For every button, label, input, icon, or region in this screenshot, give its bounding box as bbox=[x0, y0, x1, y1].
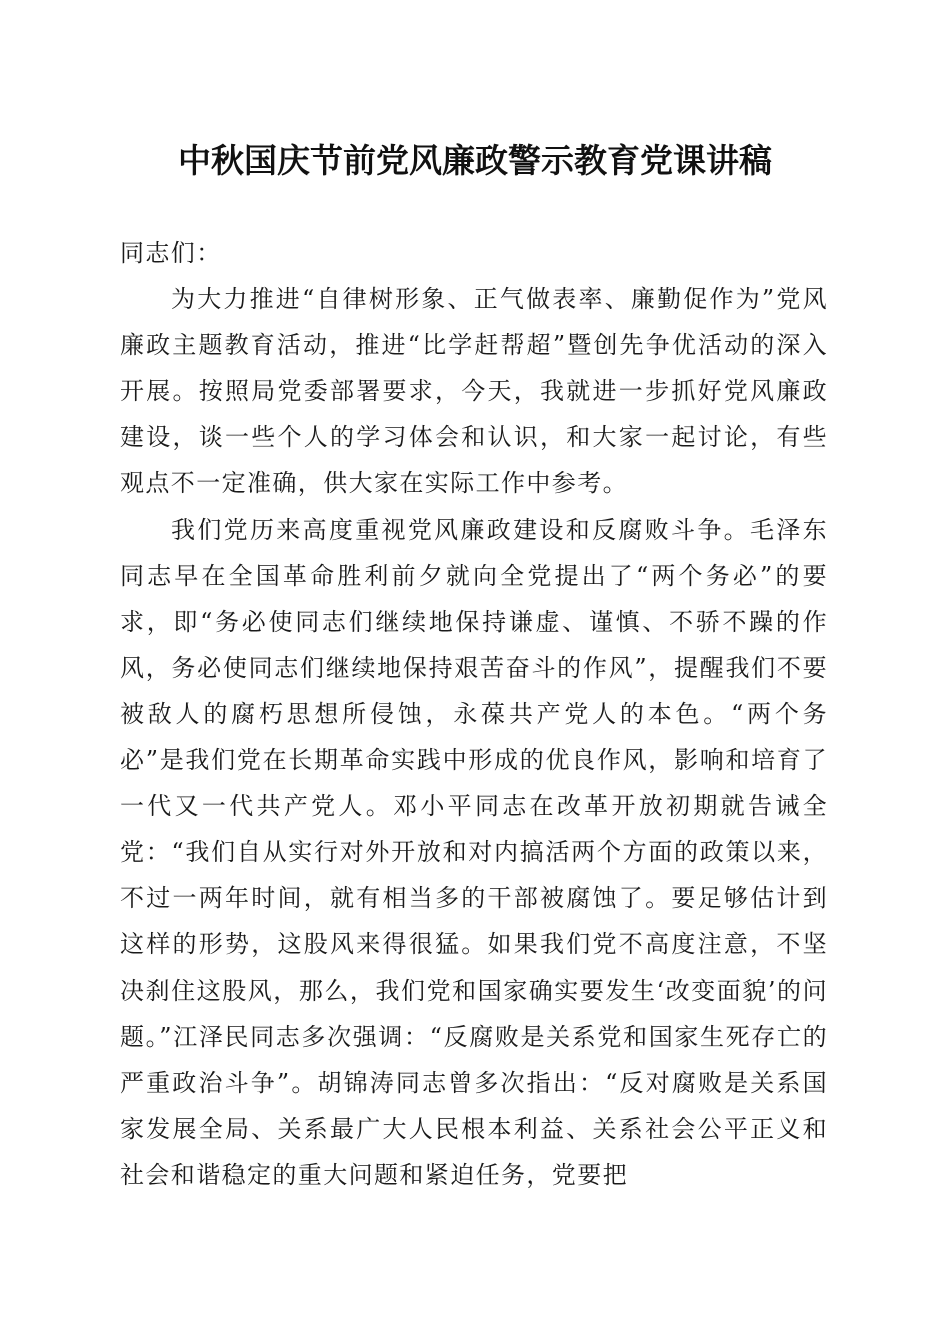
document-title: 中秋国庆节前党风廉政警示教育党课讲稿 bbox=[178, 141, 772, 180]
paragraph-history: 我们党历来高度重视党风廉政建设和反腐败斗争。毛泽东同志早在全国革命胜利前夕就向全党提出了“两个务必”的要求，即“务必使同志们继续地保持谦虚、谨慎、不骄不躁的作风，务必使同志们继续地保持艰苦奋斗的作风”，提醒我们不要被敌人的腐朽思想所侵蚀，永葆共产党人的本色。“两个务必”是我们党在长期革命实践中形成的优良作风，影响和培育了一代又一代共产党人。邓小平同志在改革开放初期就告诫全党：“我们自从实行对外开放和对内搞活两个方面的政策以来，不过一两年时间，就有相当多的干部被腐蚀了。要足够估计到这样的形势，这股风来得很猛。如果我们党不高度注意，不坚决刹住这股风，那么，我们党和国家确实要发生‘改变面貌’的问题。”江泽民同志多次强调：“反腐败是关系党和国家生死存亡的严重政治斗争”。胡锦涛同志曾多次指出：“反对腐败是关系国家发展全局、关系最广大人民根本利益、关系社会公平正义和社会和谐稳定的重大问题和紧迫任务，党要把 bbox=[120, 515, 828, 1189]
salutation: 同志们： bbox=[120, 239, 222, 267]
paragraph-intro: 为大力推进“自律树形象、正气做表率、廉勤促作为”党风廉政主题教育活动，推进“比学赶帮超”暨创先争优活动的深入开展。按照局党委部署要求，今天，我就进一步抓好党风廉政建设，谈一些个人的学习体会和认识，和大家一起讨论，有些观点不一定准确，供大家在实际工作中参考。 bbox=[120, 285, 828, 498]
document-body bbox=[120, 230, 828, 1198]
